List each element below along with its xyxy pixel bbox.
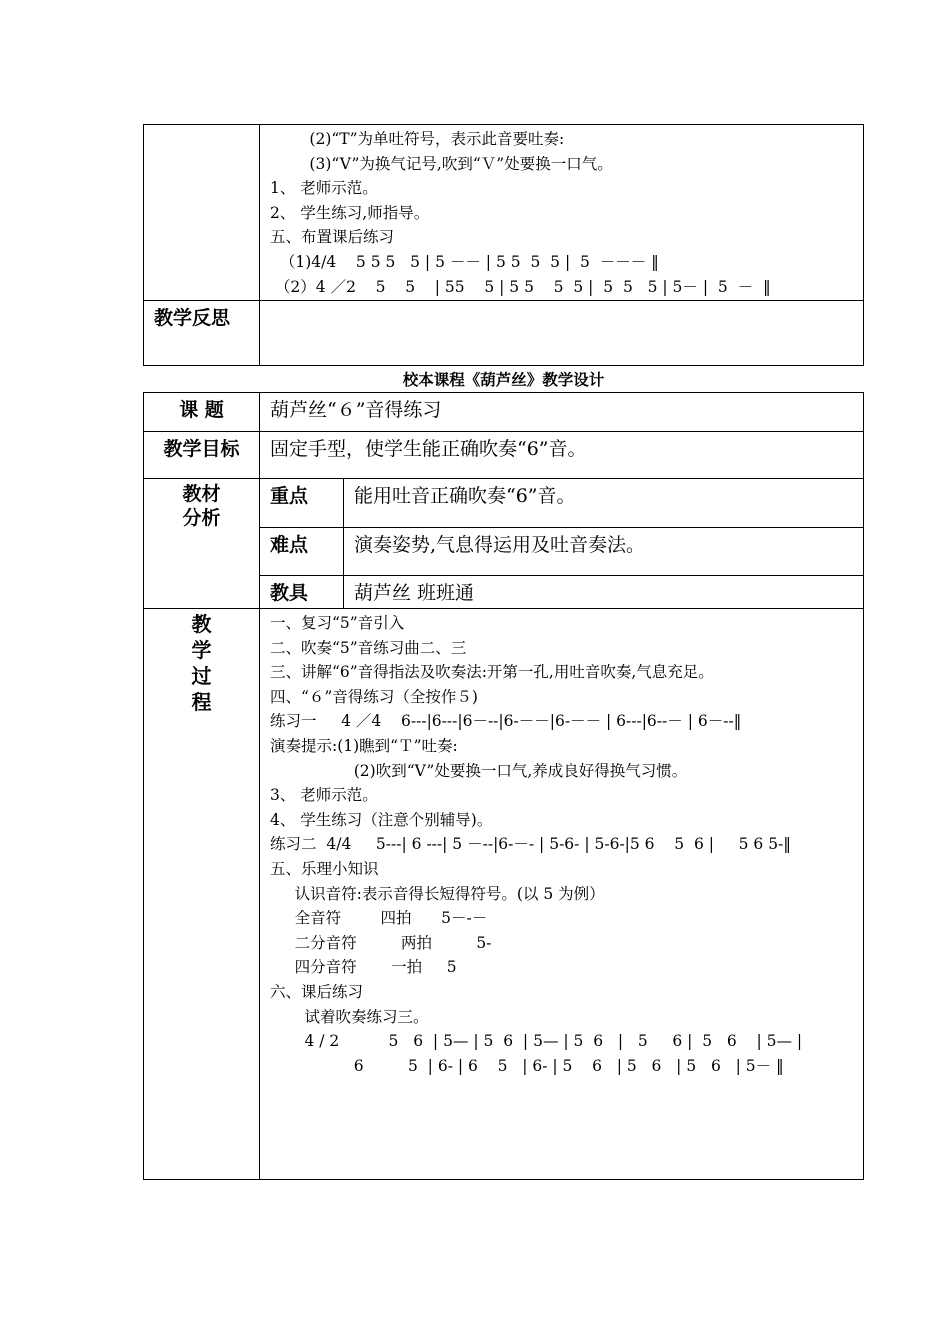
- objective-label-cell: [144, 432, 260, 479]
- topic-label-cell: [144, 393, 260, 432]
- tools-label: 教具: [270, 582, 309, 604]
- tools-value: 葫芦丝 班班通: [354, 582, 475, 604]
- process-line: 练习二 4/4 5---| 6 ---| 5 －--|6-－- | 5-6- | 5-6-|5 6 5 6 | 5 6 5-‖: [270, 835, 792, 854]
- process-line: (2)吹到“V”处要换一口气,养成良好得换气习惯。: [270, 761, 688, 780]
- content-line: (3)“V”为换气记号,吹到“Ｖ”处要换一口气。: [270, 154, 613, 173]
- process-line: 六、课后练习: [270, 982, 364, 1001]
- key-label: 重点: [270, 485, 309, 507]
- objective-label-text: 教学目标: [163, 438, 240, 460]
- content-line: 五、布置课后练习: [270, 228, 395, 247]
- reflection-label: 教学反思: [154, 307, 231, 329]
- process-line: 全音符 四拍 5－-－: [270, 909, 488, 928]
- process-line: 试着吹奏练习三。: [270, 1007, 429, 1026]
- process-label-char: 教: [191, 612, 212, 636]
- content-line: 1、 老师示范。: [270, 179, 378, 198]
- topic-label: 课 题: [179, 399, 224, 421]
- key-value-cell: [344, 479, 864, 528]
- topic-value-cell: [260, 393, 864, 432]
- key-value: 能用吐音正确吹奏“6”音。: [354, 485, 576, 507]
- lesson-design-table: [143, 392, 864, 1180]
- objective-value-cell: [260, 432, 864, 479]
- objective-value: 固定手型，使学生能正确吹奏“6”音。: [270, 438, 587, 460]
- process-line: 4 / 2 5 6 | 5— | 5 6 | 5— | 5 6 | 5 6 | 5 6 | 5— |: [270, 1032, 803, 1051]
- empty-label-cell: [144, 125, 260, 301]
- content-line: (2)“T”为单吐符号，表示此音要吐奏:: [270, 130, 565, 148]
- reflection-label-cell: [144, 301, 260, 366]
- topic-value: 葫芦丝“６”音得练习: [270, 399, 442, 421]
- process-line: 练习一 4 ／4 6---|6---|6－--|6-－－|6-－－ | 6---|6--－ | 6－--‖: [270, 712, 742, 731]
- key-label-cell: [260, 479, 344, 528]
- analysis-label-cell: [144, 479, 260, 609]
- content-line: （2）4 ／2 5 5 | 55 5 | 5 5 5 5 | 5 5 5 | 5－ | 5 － ‖: [270, 277, 771, 296]
- difficulty-value-cell: [344, 528, 864, 576]
- process-line: 4、 学生练习（注意个别辅导)。: [270, 810, 493, 829]
- difficulty-label-cell: [260, 528, 344, 576]
- process-line: 认识音符:表示音得长短得符号。(以 5 为例）: [270, 884, 605, 903]
- process-label-char: 学: [191, 638, 212, 662]
- content-line: 2、 学生练习,师指导。: [270, 203, 430, 222]
- process-line: 四分音符 一拍 5: [270, 958, 457, 977]
- process-line: 三、讲解“6”音得指法及吹奏法:开第一孔,用吐音吹奏,气息充足。: [270, 663, 714, 682]
- process-line: 五、乐理小知识: [270, 859, 379, 878]
- tools-label-cell: [260, 576, 344, 609]
- content-line: （1)4/4 5 5 5 5 | 5 －－ | 5 5 5 5 | 5 －－－ ‖: [270, 252, 659, 271]
- difficulty-value: 演奏姿势,气息得运用及吐音奏法。: [354, 534, 646, 556]
- process-label-char: 过: [191, 664, 212, 688]
- process-content-cell: [260, 609, 864, 1180]
- process-line: 6 5 | 6- | 6 5 | 6- | 5 6 | 5 6 | 5 6 | 5－ ‖: [270, 1056, 784, 1075]
- process-line: 3、 老师示范。: [270, 786, 378, 805]
- design-title: 校本课程《葫芦丝》教学设计: [402, 370, 605, 389]
- analysis-label-line-2: 分析: [182, 507, 221, 529]
- tools-value-cell: [344, 576, 864, 609]
- analysis-label-line-1: 教材: [182, 483, 221, 505]
- process-label-cell: [144, 609, 260, 1180]
- difficulty-label: 难点: [270, 534, 309, 556]
- process-line: 二、吹奏“5”音练习曲二、三: [270, 638, 467, 657]
- process-line: 一、复习“5”音引入: [270, 614, 405, 632]
- continued-content-cell: [260, 125, 864, 301]
- process-line: 演奏提示:(1)瞧到“Ｔ”吐奏:: [270, 736, 458, 755]
- process-line: 四、“６”音得练习（全按作５): [270, 687, 478, 706]
- reflection-content-cell: [260, 301, 864, 366]
- continued-lesson-table: [143, 124, 864, 366]
- process-label-char: 程: [191, 690, 212, 714]
- process-line: 二分音符 两拍 5-: [270, 933, 492, 952]
